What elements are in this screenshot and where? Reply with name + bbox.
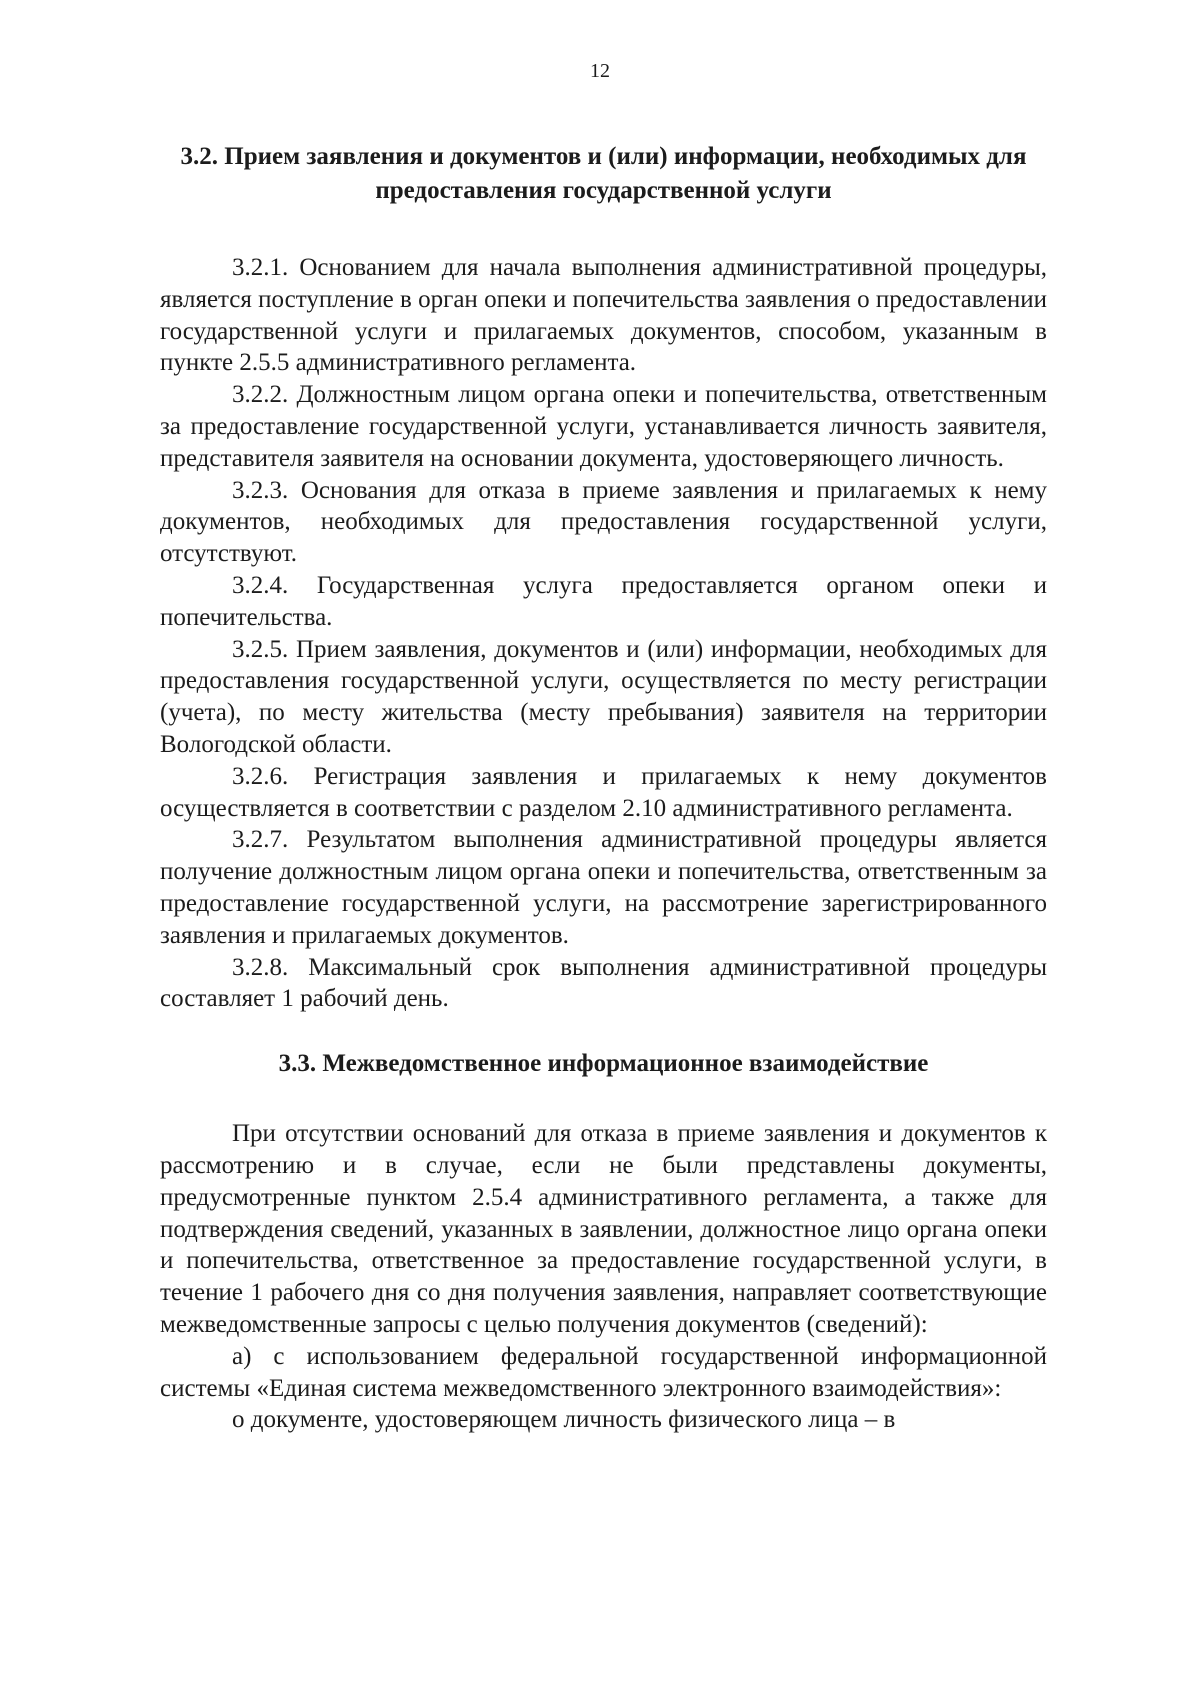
paragraph-3-2-7: 3.2.7. Результатом выполнения административной процедуры является получение должностным лицом органа опеки и попечительства, ответственным за предоставление государственной услуги, на рассмотрение зарегистрированного заявления и прилагаемых документов. [160, 826, 1047, 949]
paragraph-3-3-a: а) с использованием федеральной государственной информационной системы «Единая система межведомственного электронного взаимодействия»: [160, 1342, 1047, 1402]
page-number: 12 [590, 60, 610, 82]
paragraph-3-2-1: 3.2.1. Основанием для начала выполнения административной процедуры, является поступление в орган опеки и попечительства заявления о предоставлении государственной услуги и прилагаемых документов, способом, указанным в пункте 2.5.5 административного регламента. [160, 254, 1047, 377]
section-heading-3-3: 3.3. Межведомственное информационное взаимодействие [278, 1050, 929, 1078]
paragraph-3-2-5: 3.2.5. Прием заявления, документов и (или) информации, необходимых для предоставления государственной услуги, осуществляется по месту регистрации (учета), по месту жительства (месту пребывания) заявителя на территории Вологодской области. [160, 635, 1047, 758]
paragraph-3-3-intro: При отсутствии оснований для отказа в приеме заявления и документов к рассмотрению и в случае, если не были представлены документы, предусмотренные пунктом 2.5.4 административного регламента, а также для подтверждения сведений, указанных в заявлении, должностное лицо органа опеки и попечительства, ответственное за предоставление государственной услуги, в течение 1 рабочего дня со дня получения заявления, направляет соответствующие межведомственные запросы с целью получения документов (сведений): [160, 1120, 1047, 1338]
paragraph-3-2-8: 3.2.8. Максимальный срок выполнения административной процедуры составляет 1 рабочий день. [160, 953, 1047, 1013]
paragraph-3-2-6: 3.2.6. Регистрация заявления и прилагаемых к нему документов осуществляется в соответствии с разделом 2.10 административного регламента. [160, 762, 1047, 822]
section-heading-3-2: 3.2. Прием заявления и документов и (или) информации, необходимых для предоставления государственной услуги [180, 143, 1027, 204]
document-body [160, 140, 1047, 1436]
paragraph-3-2-4: 3.2.4. Государственная услуга предоставляется органом опеки и попечительства. [160, 571, 1047, 631]
paragraph-3-2-2: 3.2.2. Должностным лицом органа опеки и попечительства, ответственным за предоставление государственной услуги, устанавливается личность заявителя, представителя заявителя на основании документа, удостоверяющего личность. [160, 381, 1047, 472]
paragraph-3-3-identity-document: о документе, удостоверяющем личность физического лица – в [232, 1406, 896, 1434]
paragraph-3-2-3: 3.2.3. Основания для отказа в приеме заявления и прилагаемых к нему документов, необходимых для предоставления государственной услуги, отсутствуют. [160, 476, 1047, 568]
